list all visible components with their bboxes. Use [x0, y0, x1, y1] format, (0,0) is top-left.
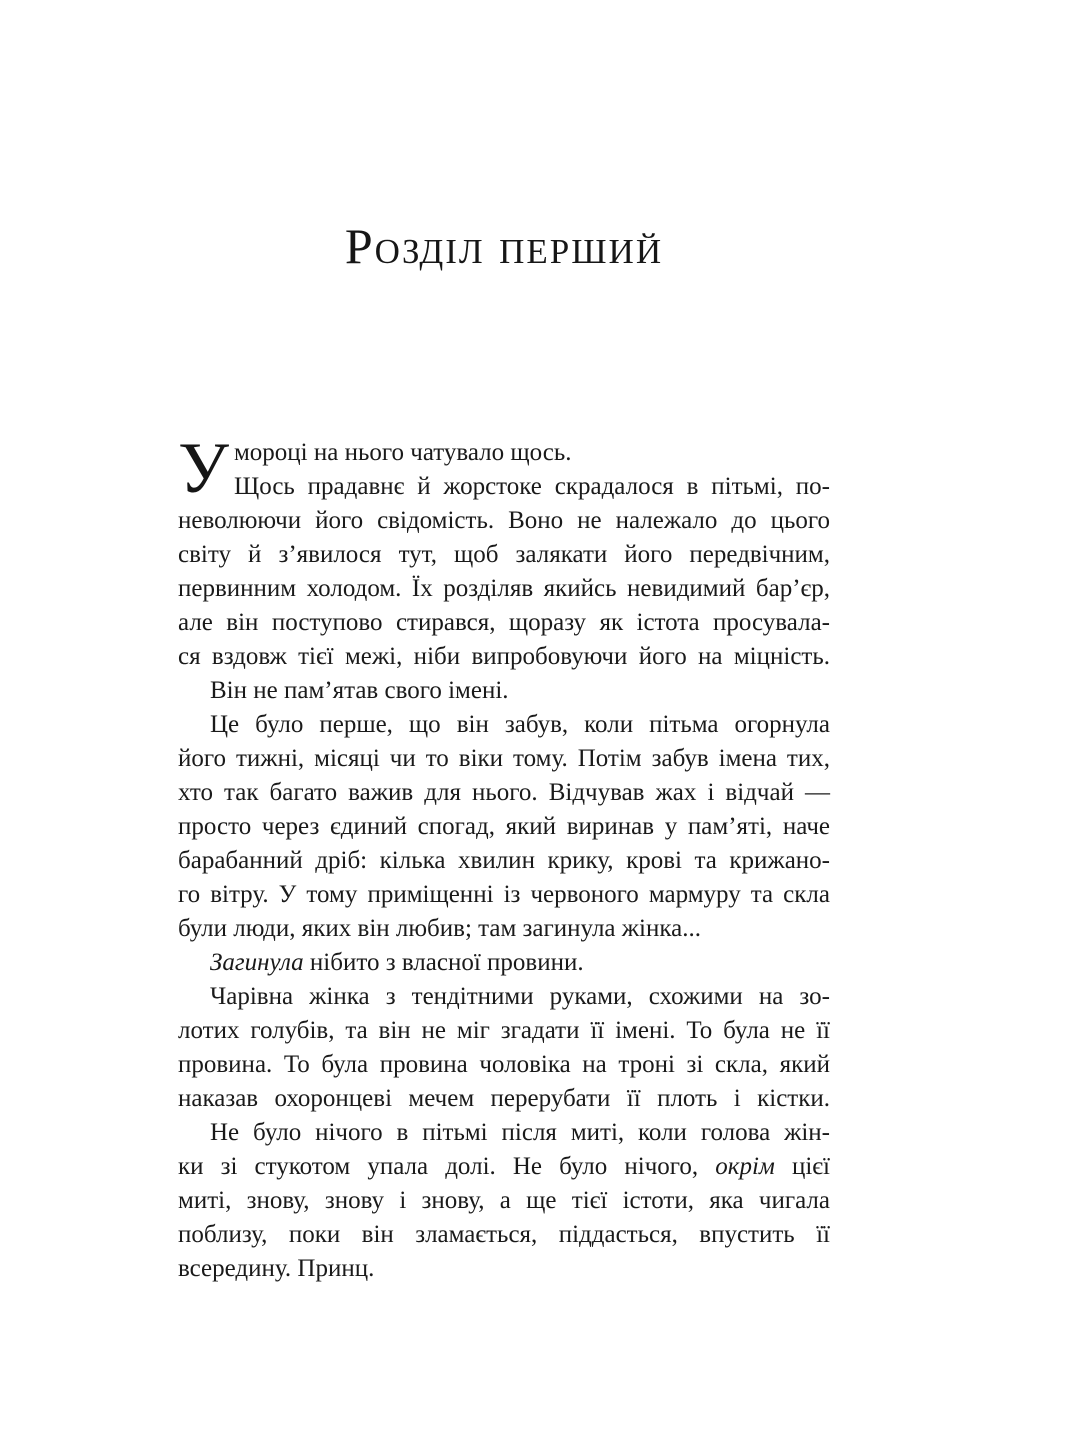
paragraph — [178, 470, 830, 674]
text-line — [178, 1150, 830, 1184]
body-text: Він не пам’ятав свого імені. — [210, 677, 509, 704]
text-line — [178, 1218, 830, 1252]
text-line — [178, 1014, 830, 1048]
body-text: ки зі стукотом упала долі. Не було нічого, — [178, 1153, 716, 1180]
body-text: були люди, яких він любив; там загинула жінка... — [178, 915, 701, 942]
body-text: неволюючи його свідомість. Воно не належало до цього — [178, 507, 830, 534]
body-text: поблизу, поки він зламається, піддасться, впустить її — [178, 1221, 830, 1248]
body-text: наказав охоронцеві мечем перерубати її плоть і кістки. — [178, 1085, 830, 1112]
text-line — [178, 572, 830, 606]
body-text: Чарівна жінка з тендітними руками, схожими на зо- — [210, 983, 830, 1010]
body-text: первинним холодом. Їх розділяв якийсь невидимий бар’єр, — [178, 575, 830, 602]
body-text: просто через єдиний спогад, який виринав у пам’яті, наче — [178, 813, 830, 840]
text-line — [178, 810, 830, 844]
text-line — [178, 776, 830, 810]
text-line — [178, 538, 830, 572]
text-line — [178, 1048, 830, 1082]
body-text: барабанний дріб: кілька хвилин крику, крові та крижано- — [178, 847, 830, 874]
drop-cap: У — [178, 428, 229, 508]
body-text: го вітру. У тому приміщенні із червоного мармуру та скла — [178, 881, 830, 908]
text-line — [178, 912, 830, 946]
text-line — [178, 708, 830, 742]
italic-text: Загинула — [210, 949, 304, 976]
text-line — [178, 946, 830, 980]
paragraph — [178, 674, 830, 708]
text-line — [178, 980, 830, 1014]
text-line — [178, 1252, 830, 1286]
paragraph — [178, 1116, 830, 1286]
body-text: нібито з власної провини. — [303, 949, 584, 976]
body-text: світу й з’явилося тут, щоб залякати його передвічним, — [178, 541, 830, 568]
body-text: Щось прадавнє й жорстоке скрадалося в пітьмі, по- — [233, 473, 830, 500]
text-line — [178, 504, 830, 538]
text-line — [178, 470, 830, 504]
italic-text: окрім — [715, 1153, 775, 1180]
text-line — [178, 1082, 830, 1116]
body-text: провина. То була провина чоловіка на троні зі скла, який — [178, 1051, 830, 1078]
text-line — [178, 640, 830, 674]
body-text: його тижні, місяці чи то віки тому. Потім забув імена тих, — [178, 745, 830, 772]
text-line — [178, 1116, 830, 1150]
text-line — [178, 1184, 830, 1218]
body-text: Не було нічого в пітьмі після миті, коли голова жін- — [210, 1119, 830, 1146]
body-text: цієї — [774, 1153, 830, 1180]
body-text: хто так багато важив для нього. Відчував жах і відчай — — [178, 779, 830, 806]
body-text: Це було перше, що він забув, коли пітьма огорнула — [210, 711, 830, 738]
paragraph — [178, 946, 830, 980]
paragraph — [178, 708, 830, 946]
body-text: миті, знову, знову і знову, а ще тієї істоти, яка чигала — [178, 1187, 830, 1214]
body-text: лотих голубів, та він не міг згадати її імені. То була не її — [178, 1017, 830, 1044]
text-line — [178, 674, 830, 708]
text-line — [178, 606, 830, 640]
text-line — [178, 844, 830, 878]
text-line — [178, 878, 830, 912]
page-body — [178, 428, 830, 1286]
body-text: ся вздовж тієї межі, ніби випробовуючи його на міцність. — [178, 643, 830, 670]
body-text: мороці на нього чатувало щось. — [233, 439, 572, 466]
chapter-title: Розділ перший — [344, 218, 664, 274]
body-text: але він поступово стирався, щоразу як істота просувала- — [178, 609, 830, 636]
text-line — [178, 742, 830, 776]
text-line — [178, 436, 830, 470]
body-text: всередину. Принц. — [178, 1255, 375, 1282]
paragraph — [178, 980, 830, 1116]
